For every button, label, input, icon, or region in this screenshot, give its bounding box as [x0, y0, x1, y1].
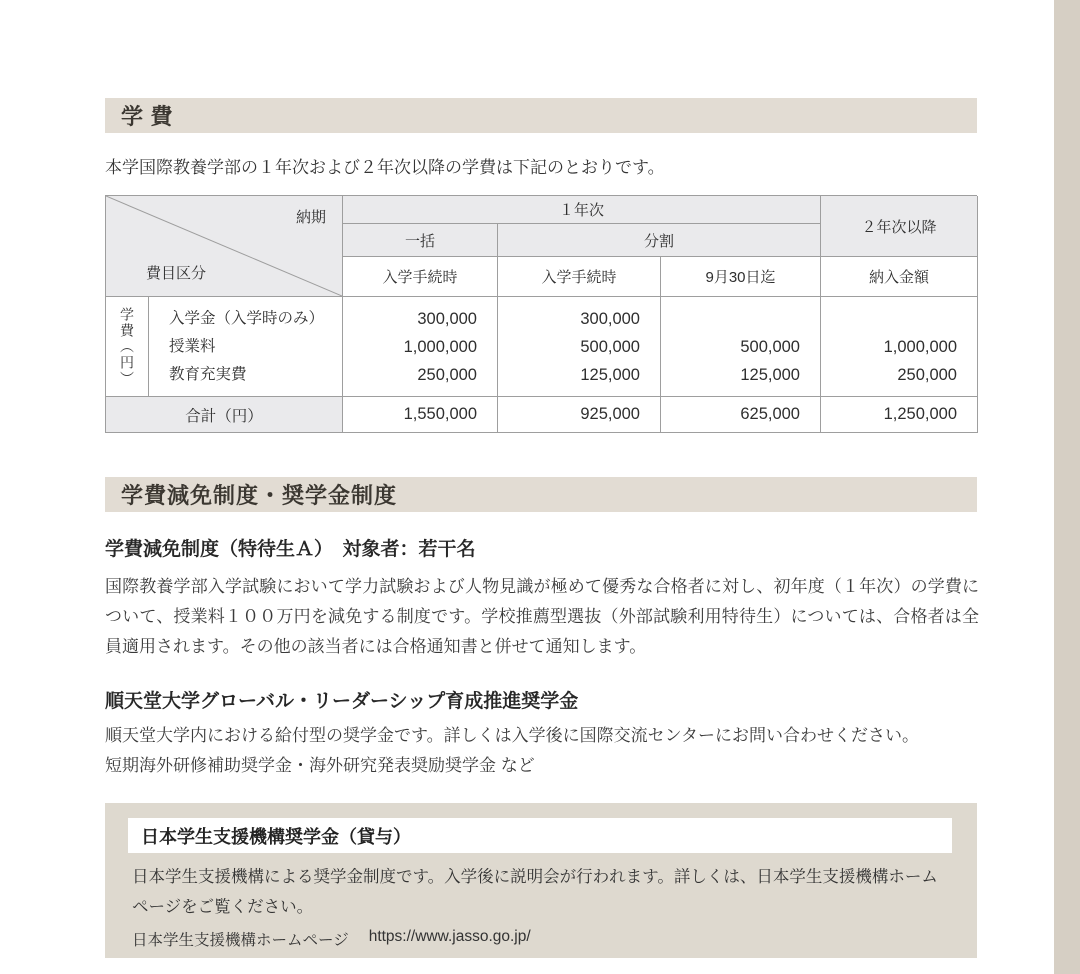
tuition-table	[105, 195, 977, 433]
jasso-link-line	[132, 928, 531, 950]
fee-values-split-first	[498, 297, 661, 397]
jasso-link-label: 日本学生支援機構ホームページ	[132, 932, 349, 949]
waiver-body-text: 国際教養学部入学試験において学力試験および人物見識が極めて優秀な合格者に対し、初年度（１年次）の学費について、授業料１００万円を減免する制度です。学校推薦型選抜（外部試験利用特待生）については、合格者は全員適用されます。その他の該当者には合格通知書と併せて通知します。	[105, 577, 979, 656]
fee-item-admission: 入学金（入学時のみ）	[169, 309, 325, 327]
fee-value: 300,000	[417, 309, 477, 328]
fee-item-tuition: 授業料	[169, 337, 216, 355]
fee-value: 250,000	[417, 365, 477, 384]
section-header-aid	[105, 477, 977, 512]
global-scholarship-body: 順天堂大学内における給付型の奨学金です。詳しくは入学後に国際交流センターにお問い合わせください。	[105, 726, 919, 745]
fee-values-split-second	[661, 297, 821, 397]
fee-item-labels	[149, 297, 343, 397]
fee-value: 125,000	[740, 365, 800, 384]
section-header-aid-label: 学費減免制度・奨学金制度	[121, 483, 398, 508]
row-group-label-tuition-yen: 学費（円）	[106, 297, 149, 397]
jasso-link-url: https://www.jasso.go.jp/	[368, 928, 531, 945]
total-year2plus: 1,250,000	[821, 397, 978, 433]
fee-values-year2plus	[821, 297, 978, 397]
total-lump: 1,550,000	[343, 397, 498, 433]
col-header-by-sep30: 9月30日迄	[661, 257, 821, 297]
global-scholarship-heading: 順天堂大学グローバル・リーダーシップ育成推進奨学金	[105, 691, 579, 712]
jasso-scholarship-box	[105, 803, 977, 958]
fee-value: 1,000,000	[883, 337, 957, 356]
total-split-first: 925,000	[498, 397, 661, 433]
fee-value: 250,000	[897, 365, 957, 384]
fee-values-lump	[343, 297, 498, 397]
fee-value	[956, 305, 957, 333]
col-header-payment-amount: 納入金額	[821, 257, 978, 297]
global-scholarship-examples: 短期海外研修補助奨学金・海外研究発表奨励奨学金 など	[105, 756, 535, 775]
jasso-body-text: 日本学生支援機構による奨学金制度です。入学後に説明会が行われます。詳しくは、日本学生支援機構ホームページをご覧ください。	[132, 868, 938, 916]
fee-value	[799, 305, 800, 333]
fee-value: 500,000	[580, 337, 640, 356]
col-sub-installments: 分割	[498, 224, 821, 257]
col-group-year1: １年次	[343, 196, 821, 224]
fee-value: 1,000,000	[403, 337, 477, 356]
corner-label-expense-category: 費目区分	[146, 265, 207, 282]
total-row-label: 合計（円）	[106, 397, 343, 433]
waiver-heading: 学費減免制度（特待生Ａ） 対象者：若干名	[105, 539, 476, 560]
fee-value: 125,000	[580, 365, 640, 384]
col-header-at-enrollment-split: 入学手続時	[498, 257, 661, 297]
fee-item-education: 教育充実費	[169, 365, 247, 383]
corner-label-due-date: 納期	[295, 209, 326, 226]
total-split-second: 625,000	[661, 397, 821, 433]
section-header-fees-label: 学 費	[121, 104, 174, 129]
fee-value: 500,000	[740, 337, 800, 356]
col-sub-lump-sum: 一括	[343, 224, 498, 257]
jasso-title: 日本学生支援機構奨学金（貸与）	[141, 826, 411, 847]
table-corner-cell	[106, 196, 343, 297]
fee-value: 300,000	[580, 309, 640, 328]
jasso-title-bar	[128, 818, 952, 853]
section-header-fees	[105, 98, 977, 133]
page-edge-strip	[1054, 0, 1080, 974]
fees-intro-text: 本学国際教養学部の１年次および２年次以降の学費は下記のとおりです。	[105, 158, 665, 177]
col-group-year2plus: ２年次以降	[821, 196, 978, 257]
col-header-at-enrollment-lump: 入学手続時	[343, 257, 498, 297]
